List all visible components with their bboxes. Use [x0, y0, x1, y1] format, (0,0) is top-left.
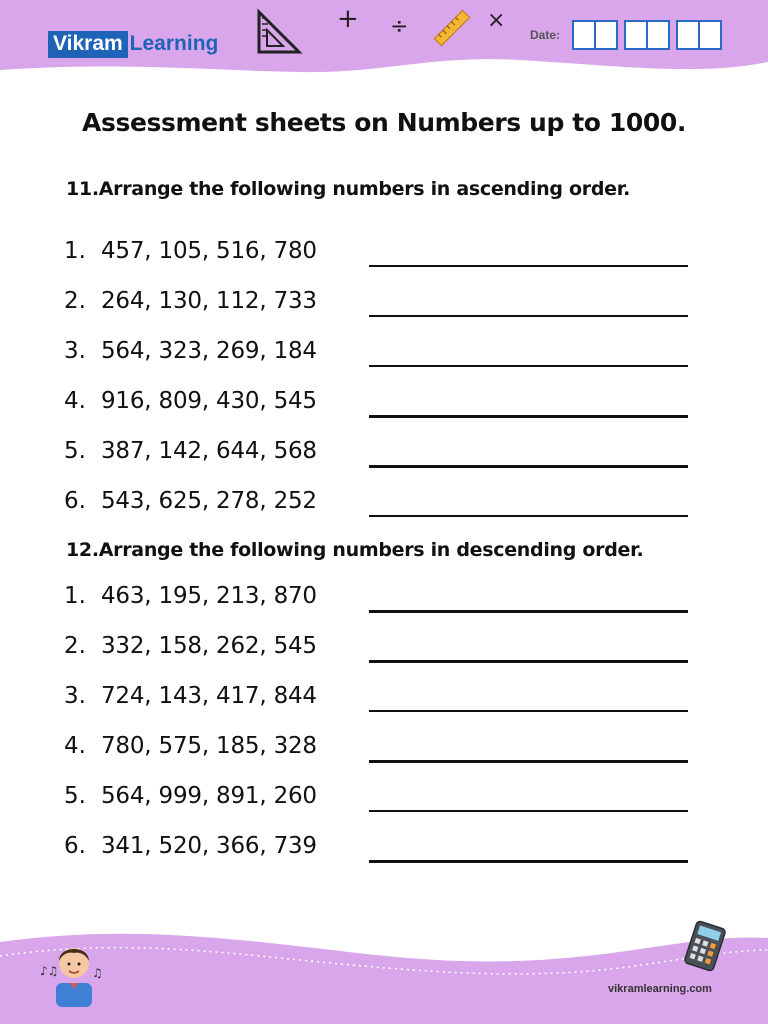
item-number: 6. — [64, 833, 86, 859]
list-item — [64, 238, 704, 270]
list-item — [64, 338, 704, 370]
ruler-pencil-icon — [430, 6, 474, 50]
item-number: 6. — [64, 488, 86, 514]
list-item — [64, 583, 704, 615]
list-item — [64, 683, 704, 715]
item-number: 2. — [64, 288, 86, 314]
set-square-icon — [253, 8, 303, 56]
date-box[interactable] — [624, 20, 648, 50]
answer-line[interactable] — [369, 710, 688, 712]
answer-line[interactable] — [369, 365, 688, 367]
date-label: Date: — [530, 28, 561, 42]
date-box[interactable] — [676, 20, 700, 50]
date-box[interactable] — [572, 20, 596, 50]
answer-line[interactable] — [369, 265, 688, 267]
item-number: 4. — [64, 733, 86, 759]
date-year-boxes[interactable] — [676, 20, 722, 50]
list-item — [64, 833, 704, 865]
logo-text-vikram: Vikram — [48, 31, 128, 58]
date-field[interactable] — [530, 20, 728, 50]
footer-website-link[interactable]: vikramlearning.com — [608, 983, 712, 995]
number-set: 724, 143, 417, 844 — [101, 683, 317, 709]
answer-line[interactable] — [369, 810, 688, 812]
times-symbol-icon: × — [487, 8, 506, 33]
child-musician-icon — [38, 933, 110, 1007]
answer-line[interactable] — [369, 515, 688, 517]
logo-text-learning: Learning — [129, 32, 219, 55]
date-day-boxes[interactable] — [572, 20, 618, 50]
number-set: 780, 575, 185, 328 — [101, 733, 317, 759]
number-set: 332, 158, 262, 545 — [101, 633, 317, 659]
number-set: 387, 142, 644, 568 — [101, 438, 317, 464]
divide-symbol-icon: ÷ — [390, 14, 409, 39]
list-item — [64, 633, 704, 665]
number-set: 341, 520, 366, 739 — [101, 833, 317, 859]
date-month-boxes[interactable] — [624, 20, 670, 50]
plus-symbol-icon: + — [337, 4, 359, 34]
vikram-learning-logo — [48, 30, 218, 58]
number-set: 264, 130, 112, 733 — [101, 288, 317, 314]
number-set: 457, 105, 516, 780 — [101, 238, 317, 264]
date-box[interactable] — [594, 20, 618, 50]
item-number: 4. — [64, 388, 86, 414]
list-item — [64, 488, 704, 520]
item-number: 3. — [64, 338, 86, 364]
item-number: 1. — [64, 238, 86, 264]
list-item — [64, 733, 704, 765]
list-item — [64, 783, 704, 815]
number-set: 543, 625, 278, 252 — [101, 488, 317, 514]
list-item — [64, 288, 704, 320]
answer-line[interactable] — [369, 415, 688, 418]
answer-line[interactable] — [369, 465, 688, 468]
item-number: 2. — [64, 633, 86, 659]
svg-text:♪♫: ♪♫ — [40, 964, 59, 978]
list-item — [64, 438, 704, 470]
answer-line[interactable] — [369, 860, 688, 863]
number-set: 463, 195, 213, 870 — [101, 583, 317, 609]
number-set: 564, 323, 269, 184 — [101, 338, 317, 364]
date-box[interactable] — [646, 20, 670, 50]
answer-line[interactable] — [369, 610, 688, 613]
date-box[interactable] — [698, 20, 722, 50]
footer-band — [0, 920, 768, 1024]
calculator-icon — [680, 918, 730, 974]
svg-text:♫: ♫ — [92, 966, 103, 980]
answer-line[interactable] — [369, 660, 688, 663]
list-item — [64, 388, 704, 420]
item-number: 5. — [64, 783, 86, 809]
item-number: 3. — [64, 683, 86, 709]
answer-line[interactable] — [369, 760, 688, 763]
answer-line[interactable] — [369, 315, 688, 317]
section-heading-descending: 12.Arrange the following numbers in descending order. — [66, 539, 644, 561]
page-title: Assessment sheets on Numbers up to 1000. — [82, 108, 686, 137]
item-number: 5. — [64, 438, 86, 464]
item-number: 1. — [64, 583, 86, 609]
number-set: 916, 809, 430, 545 — [101, 388, 317, 414]
number-set: 564, 999, 891, 260 — [101, 783, 317, 809]
section-heading-ascending: 11.Arrange the following numbers in ascending order. — [66, 178, 631, 200]
